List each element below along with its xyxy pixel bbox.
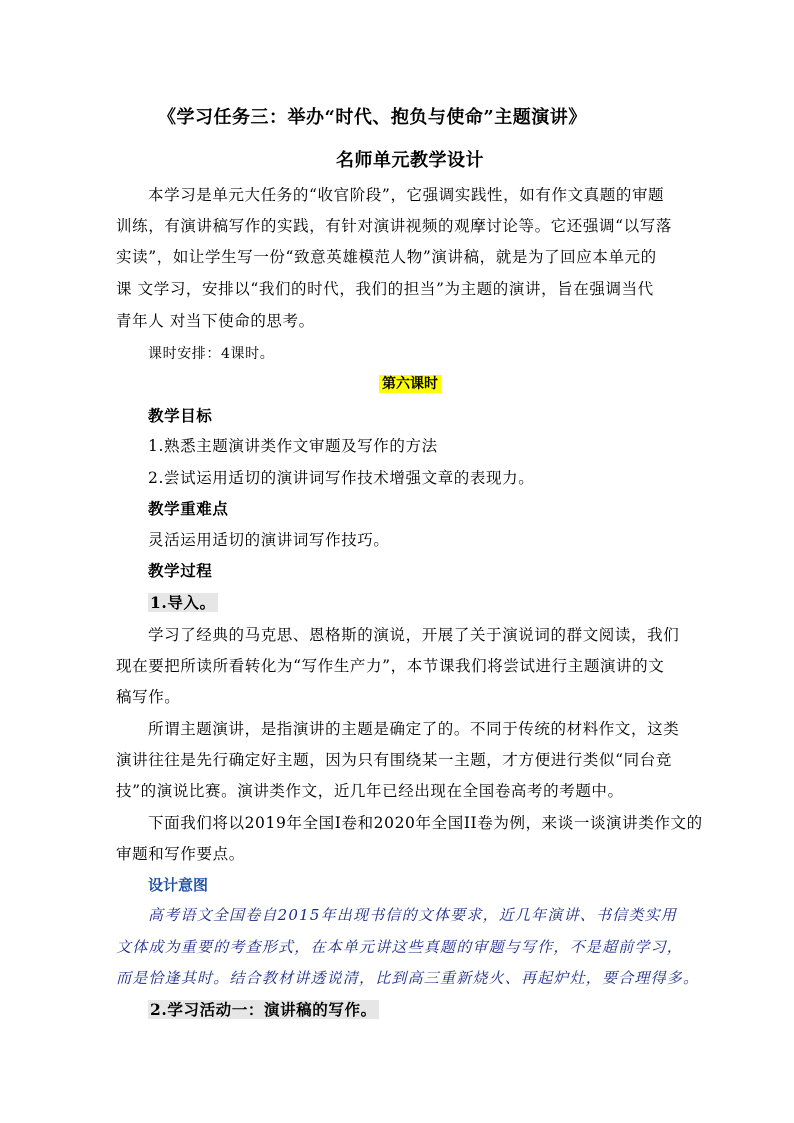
- design-intent-line: 高考语文全国卷自2015年出现书信的文体要求，近几年演讲、书信类实用: [148, 906, 677, 924]
- intro-line: 课 文学习，安排以“我们的时代，我们的担当”为主题的演讲，旨在强调当代: [116, 280, 654, 298]
- paragraph-line: 下面我们将以2019年全国I卷和2020年全国II卷为例，来谈一谈演讲类作文的: [148, 814, 703, 832]
- paragraph-line: 审题和写作要点。: [116, 845, 245, 863]
- design-intent-line: 而是恰逢其时。结合教材讲透说清，比到高三重新烧火、再起炉灶，要合理得多。: [116, 969, 700, 987]
- design-intent-heading: 设计意图: [148, 876, 209, 894]
- goal-item: 1.熟悉主题演讲类作文审题及写作的方法: [148, 437, 438, 455]
- lesson-label: [379, 373, 441, 393]
- lesson-label-text: 第六课时: [379, 375, 441, 393]
- intro-line: 本学习是单元大任务的“收官阶段”，它强调实践性，如有作文真题的审题: [148, 186, 665, 204]
- intro-line: 实读”，如让学生写一份“致意英雄模范人物”演讲稿，就是为了回应本单元的: [116, 248, 657, 266]
- key-points-text: 灵活运用适切的演讲词写作技巧。: [148, 531, 390, 549]
- process-heading: 教学过程: [148, 561, 213, 580]
- paragraph-line: 技”的演说比赛。演讲类作文，近几年已经出现在全国卷高考的考题中。: [116, 782, 624, 800]
- document-title: 《学习任务三：举办“时代、抱负与使命”主题演讲》: [158, 107, 587, 128]
- paragraph-line: 现在要把所读所看转化为“写作生产力”，本节课我们将尝试进行主题演讲的文: [116, 657, 665, 675]
- paragraph-line: 演讲往往是先行确定好主题，因为只有围绕某一主题，才方便进行类似“同台竞: [116, 751, 672, 769]
- key-points-heading: 教学重难点: [148, 499, 229, 518]
- paragraph-line: 稿写作。: [116, 688, 181, 706]
- document-subtitle: 名师单元教学设计: [336, 150, 484, 171]
- step-1-heading: [148, 591, 218, 613]
- step-2-text: 2.学习活动一：演讲稿的写作。: [150, 1000, 377, 1019]
- intro-line: 训练，有演讲稿写作的实践，有针对演讲视频的观摩讨论等。它还强调“以写落: [116, 217, 672, 235]
- paragraph-line: 所谓主题演讲，是指演讲的主题是确定了的。不同于传统的材料作文，这类: [148, 720, 680, 738]
- goal-item: 2.尝试运用适切的演讲词写作技术增强文章的表现力。: [148, 469, 535, 487]
- intro-line: 青年人 对当下使命的思考。: [116, 312, 315, 330]
- design-intent-line: 文体成为重要的考查形式，在本单元讲这些真题的审题与写作，不是超前学习，: [116, 938, 684, 956]
- step-2-heading: [148, 998, 379, 1020]
- schedule-text: 课时安排：4课时。: [148, 346, 275, 362]
- paragraph-line: 学习了经典的马克思、恩格斯的演说，开展了关于演说词的群文阅读，我们: [148, 626, 680, 644]
- goals-heading: 教学目标: [148, 406, 213, 425]
- step-1-text: 1.导入。: [150, 593, 216, 612]
